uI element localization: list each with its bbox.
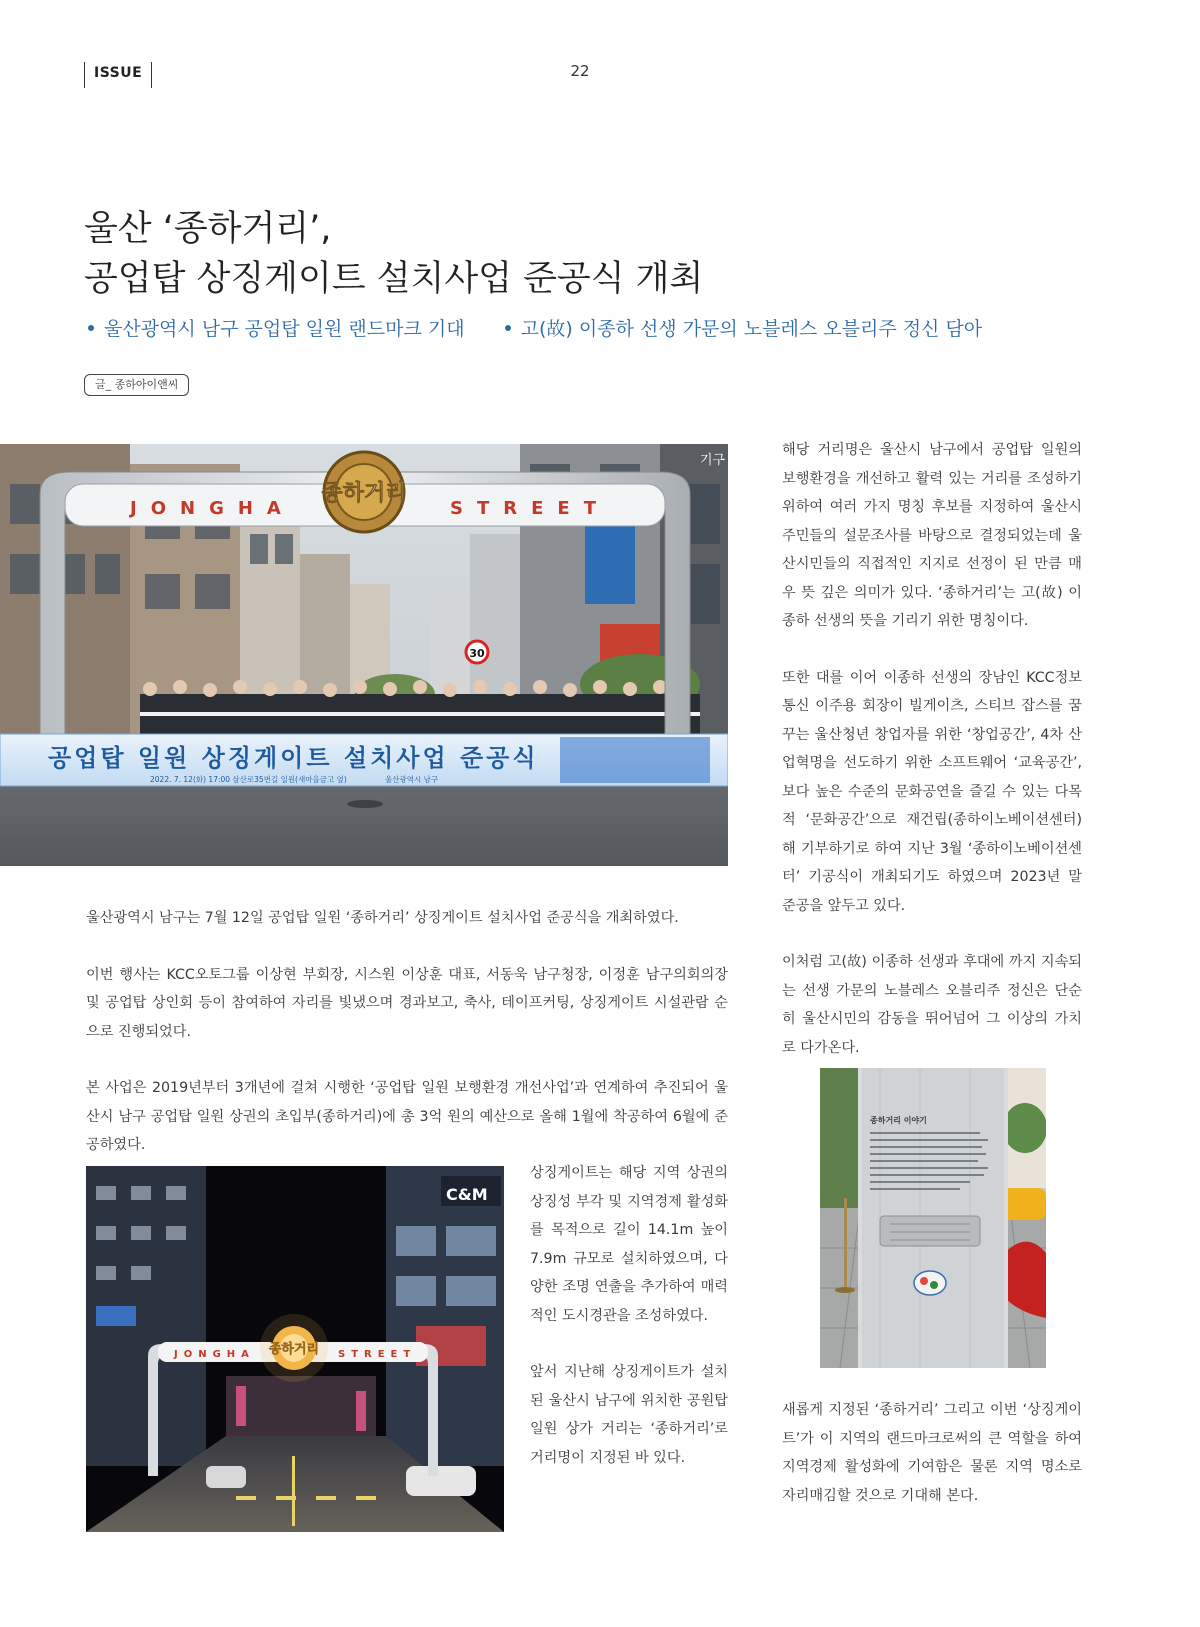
article-body-right (782, 436, 1082, 1090)
article-body-closing (782, 1396, 1082, 1538)
body-paragraph: 해당 거리명은 울산시 남구에서 공업탑 일원의 보행환경을 개선하고 활력 있는 거리를 조성하기 위하여 여러 가지 명칭 후보를 지정하여 울산시 주민들의 설문조사를 바탕으로 결정되었는데 울산시민들의 직접적인 지지로 선정이 된 만큼 매우 뜻 깊은 의미가 있다. ‘종하거리’는 고(故) 이종하 선생의 뜻을 기리기 위한 명칭이다. (782, 442, 1082, 629)
title-line-2: 공업탑 상징게이트 설치사업 준공식 개최 (84, 259, 704, 299)
body-paragraph: 이번 행사는 KCC오토그룹 이상현 부회장, 시스원 이상훈 대표, 서동욱 남구청장, 이정훈 남구의회의장 및 공업탑 상인회 등이 참여하여 자리를 빛냈으며 경과보고, 축사, 테이프커팅, 상징게이트 시설관람 순으로 진행되었다. (86, 966, 728, 1040)
gate-sign-right: STREET (450, 498, 610, 519)
banner-detail: 2022. 7. 12(화) 17:00 삼산로35번길 일원(새마을금고 옆) (150, 775, 347, 784)
night-gate-emblem-text: 종하거리 (268, 1342, 320, 1357)
night-building-sign: C&M (446, 1185, 488, 1204)
article-body-mid (530, 1159, 728, 1500)
plaque-title: 종하거리 이야기 (870, 1116, 927, 1125)
title-line-1: 울산 ‘종하거리’, (84, 209, 332, 249)
page-number: 22 (570, 62, 590, 80)
banner-org: 울산광역시 남구 (385, 775, 439, 784)
gate-sign-left: JONGHA (130, 498, 295, 519)
speed-limit-sign: 30 (469, 647, 485, 660)
body-paragraph: 새롭게 지정된 ‘종하거리’ 그리고 이번 ‘상징게이트’가 이 지역의 랜드마크로써의 큰 역할을 하여 지역경제 활성화에 기여함은 물론 지역 명소로 자리매김할 것으로 기대해 본다. (782, 1402, 1082, 1504)
body-paragraph: 울산광역시 남구는 7월 12일 공업탑 일원 ‘종하거리’ 상징게이트 설치사업 준공식을 개최하였다. (86, 910, 679, 926)
gate-ceremony-photo (0, 444, 728, 866)
gate-emblem-text: 종하거리 (321, 481, 407, 506)
body-paragraph: 이처럼 고(故) 이종하 선생과 후대에 까지 지속되는 선생 가문의 노블레스 오블리주 정신은 단순히 울산시민의 감동을 뛰어넘어 그 이상의 가치로 다가온다. (782, 954, 1082, 1056)
body-paragraph: 또한 대를 이어 이종하 선생의 장남인 KCC정보통신 이주용 회장이 빌게이츠, 스티브 잡스를 꿈꾸는 울산청년 창업자를 위한 ‘창업공간’, 4차 산업혁명을 선도하기 위한 소프트웨어 ‘교육공간’, 보다 높은 수준의 문화공연을 즐길 수 있는 다목적 ‘문화공간’으로 재건립(종하이노베이션센터)해 기부하기로 하여 지난 3월 ‘종하이노베이션센터’ 기공식이 개최되기도 하였으며 2023년 말 준공을 앞두고 있다. (782, 669, 1082, 914)
subtitle-list (88, 314, 1138, 341)
night-gate-sign-right: STREET (338, 1349, 417, 1360)
banner-title: 공업탑 일원 상징게이트 설치사업 준공식 (48, 744, 539, 772)
section-label: ISSUE (84, 62, 152, 88)
body-paragraph: 앞서 지난해 상징게이트가 설치된 울산시 남구에 위치한 공원탑 일원 상가 거리는 ‘종하거리’로 거리명이 지정된 바 있다. (530, 1364, 728, 1466)
body-paragraph: 본 사업은 2019년부터 3개년에 걸쳐 시행한 ‘공업탑 일원 보행환경 개선사업’과 연계하여 추진되어 울산시 남구 공업탑 일원 상권의 초입부(종하거리)에 총 3억 원의 예산으로 올해 1월에 착공하여 6월에 준공하였다. (86, 1080, 728, 1153)
subtitle-item: 울산광역시 남구 공업탑 일원 랜드마크 기대 (88, 314, 465, 341)
body-paragraph: 상징게이트는 해당 지역 상권의 상징성 부각 및 지역경제 활성화를 목적으로 길이 14.1m 높이 7.9m 규모로 설치하였으며, 다양한 조명 연출을 추가하여 매력적인 도시경관을 조성하였다. (530, 1165, 728, 1324)
byline: 글_ 종하아이앤씨 (84, 374, 189, 396)
gate-night-photo (86, 1166, 504, 1532)
night-gate-sign-left: JONGHA (174, 1349, 255, 1360)
subtitle-item: 고(故) 이종하 선생 가문의 노블레스 오블리주 정신 담아 (505, 314, 983, 341)
article-title (84, 204, 1134, 304)
article-body-main (86, 904, 728, 1188)
bullet-icon (505, 325, 511, 331)
building-sign: 기구 (700, 453, 726, 468)
street-marker-photo (820, 1068, 1046, 1368)
bullet-icon (88, 325, 94, 331)
